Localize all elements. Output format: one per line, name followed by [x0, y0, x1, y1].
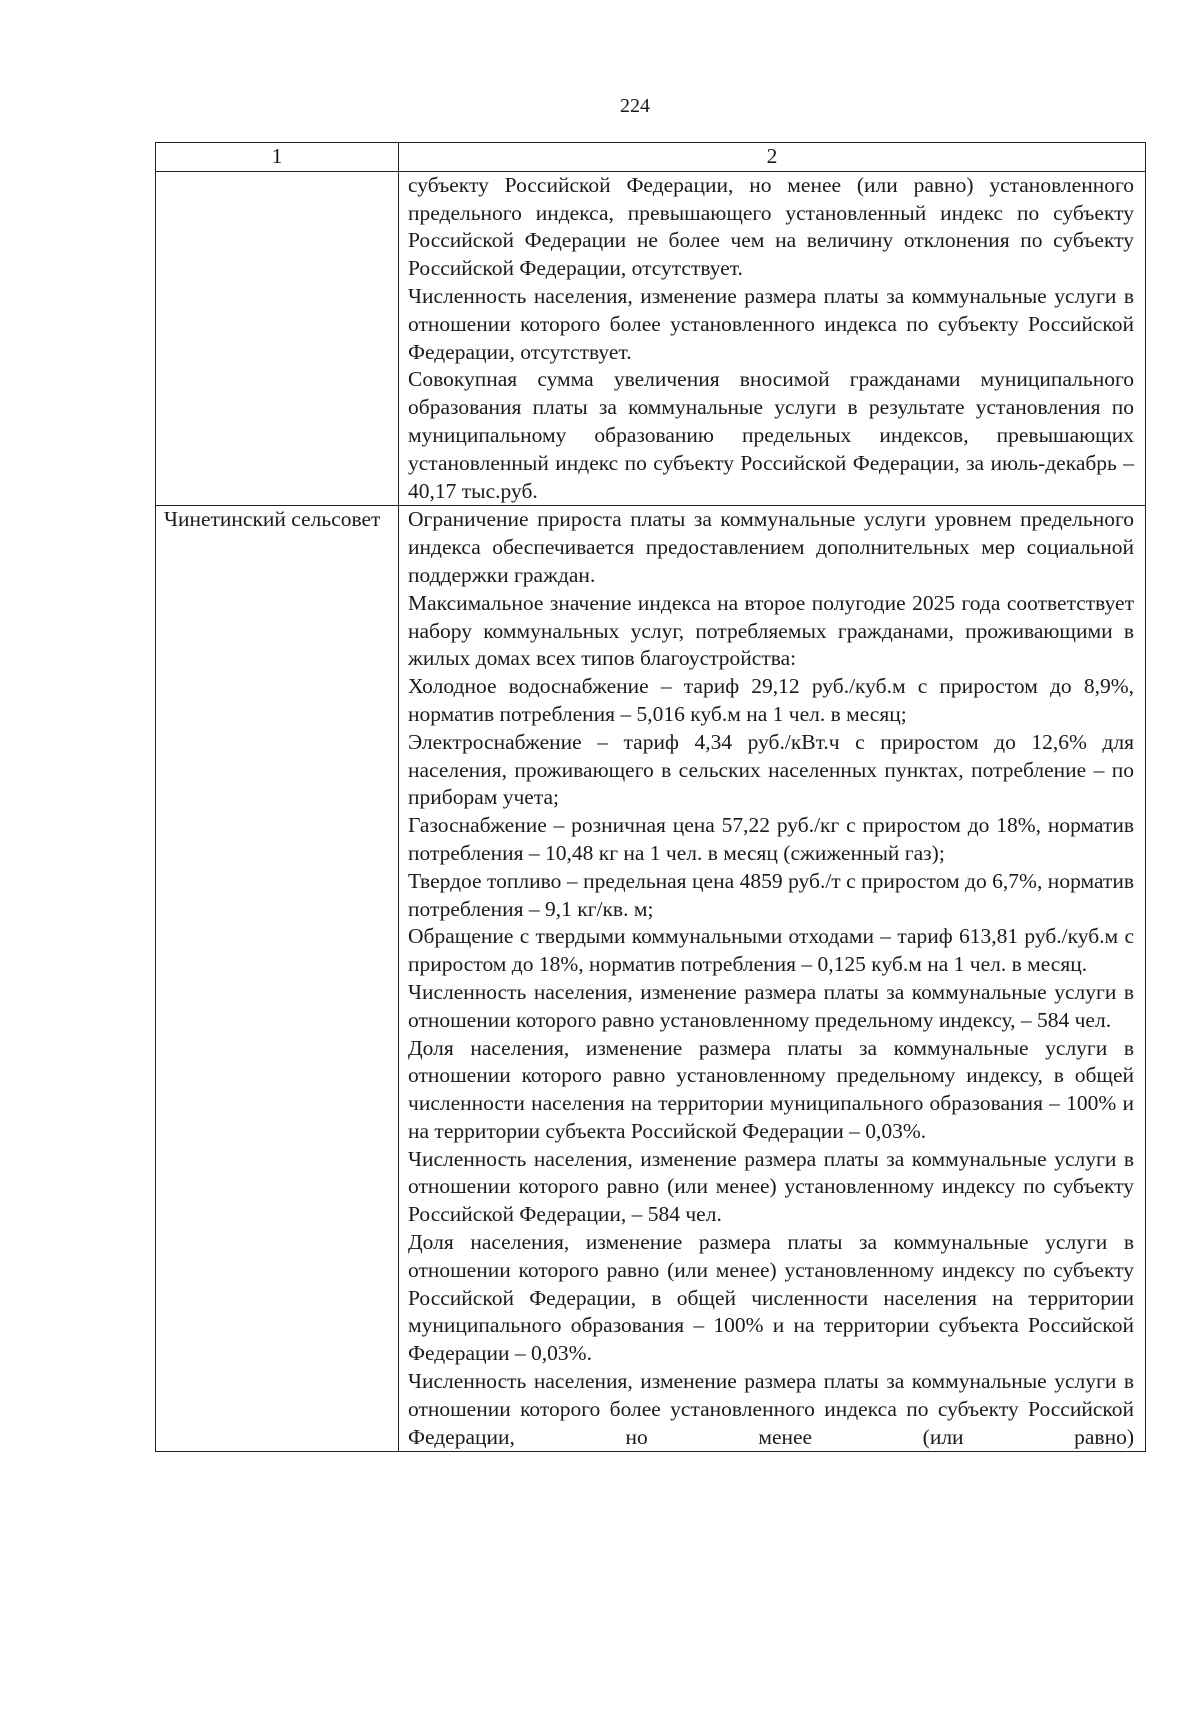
paragraph: Твердое топливо – предельная цена 4859 руб./т с приростом до 6,7%, норматив потребления – 9,1 кг/кв. м;	[408, 868, 1134, 921]
paragraph: Холодное водоснабжение – тариф 29,12 руб./куб.м с приростом до 8,9%, норматив потребления – 5,016 куб.м на 1 чел. в месяц;	[408, 674, 1134, 726]
paragraph: субъекту Российской Федерации, но менее (или равно) установленного предельного индекса, превышающего установленный индекс по субъекту Российской Федерации не более чем на величину отклонения по субъекту Российской Федерации, отсутствует.	[408, 172, 1134, 281]
paragraph: Доля населения, изменение размера платы за коммунальные услуги в отношении которого равно (или менее) установленному индексу по субъекту Российской Федерации, в общей численности населения на территории муниципального образования – 100% и на территории субъекта Российской Федерации – 0,03%.	[408, 1230, 1134, 1366]
paragraph: Численность населения, изменение размера платы за коммунальные услуги в отношении которого более установленного индекса по субъекту Российской Федерации, но менее (или равно)	[408, 1369, 1134, 1449]
paragraph: Газоснабжение – розничная цена 57,22 руб./кг с приростом до 18%, норматив потребления – 10,48 кг на 1 чел. в месяц (сжиженный газ);	[408, 813, 1134, 865]
paragraph: Численность населения, изменение размера платы за коммунальные услуги в отношении которого более установленного индекса по субъекту Российской Федерации, отсутствует.	[408, 283, 1134, 364]
paragraph: Обращение с твердыми коммунальными отходами – тариф 613,81 руб./куб.м с приростом до 18%, норматив потребления – 0,125 куб.м на 1 чел. в месяц.	[408, 924, 1134, 977]
index-table	[155, 142, 1146, 1452]
table-row	[156, 506, 1146, 1452]
paragraph: Электроснабжение – тариф 4,34 руб./кВт.ч с приростом до 12,6% для населения, проживающего в сельских населенных пунктах, потребление – по приборам учета;	[408, 729, 1134, 810]
paragraph: Максимальное значение индекса на второе полугодие 2025 года соответствует набору коммунальных услуг, потребляемых гражданами, проживающими в жилых домах всех типов благоустройства:	[408, 590, 1134, 671]
paragraph: Совокупная сумма увеличения вносимой гражданами муниципального образования платы за коммунальные услуги в результате установления по муниципальному образованию предельных индексов, превышающих установленный индекс по субъекту Российской Федерации, за июль-декабрь – 40,17 тыс.руб.	[408, 367, 1134, 503]
paragraph: Численность населения, изменение размера платы за коммунальные услуги в отношении которого равно установленному предельному индексу, – 584 чел.	[408, 979, 1134, 1032]
table-row	[156, 171, 1146, 506]
municipality-name	[156, 171, 399, 506]
municipality-name: Чинетинский сельсовет	[156, 506, 399, 1452]
table-header-row	[156, 143, 1146, 172]
header-col-2: 2	[399, 143, 1146, 172]
paragraph: Численность населения, изменение размера платы за коммунальные услуги в отношении которого равно (или менее) установленному индексу по субъекту Российской Федерации, – 584 чел.	[408, 1146, 1134, 1227]
paragraph: Ограничение прироста платы за коммунальные услуги уровнем предельного индекса обеспечивается предоставлением дополнительных мер социальной поддержки граждан.	[408, 507, 1134, 587]
description-cell	[399, 171, 1146, 506]
page-number: 224	[620, 95, 650, 117]
paragraph: Доля населения, изменение размера платы за коммунальные услуги в отношении которого равно установленному предельному индексу, в общей численности населения на территории муниципального образования – 100% и на территории субъекта Российской Федерации – 0,03%.	[408, 1035, 1134, 1143]
description-cell	[399, 506, 1146, 1452]
header-col-1: 1	[156, 143, 399, 172]
